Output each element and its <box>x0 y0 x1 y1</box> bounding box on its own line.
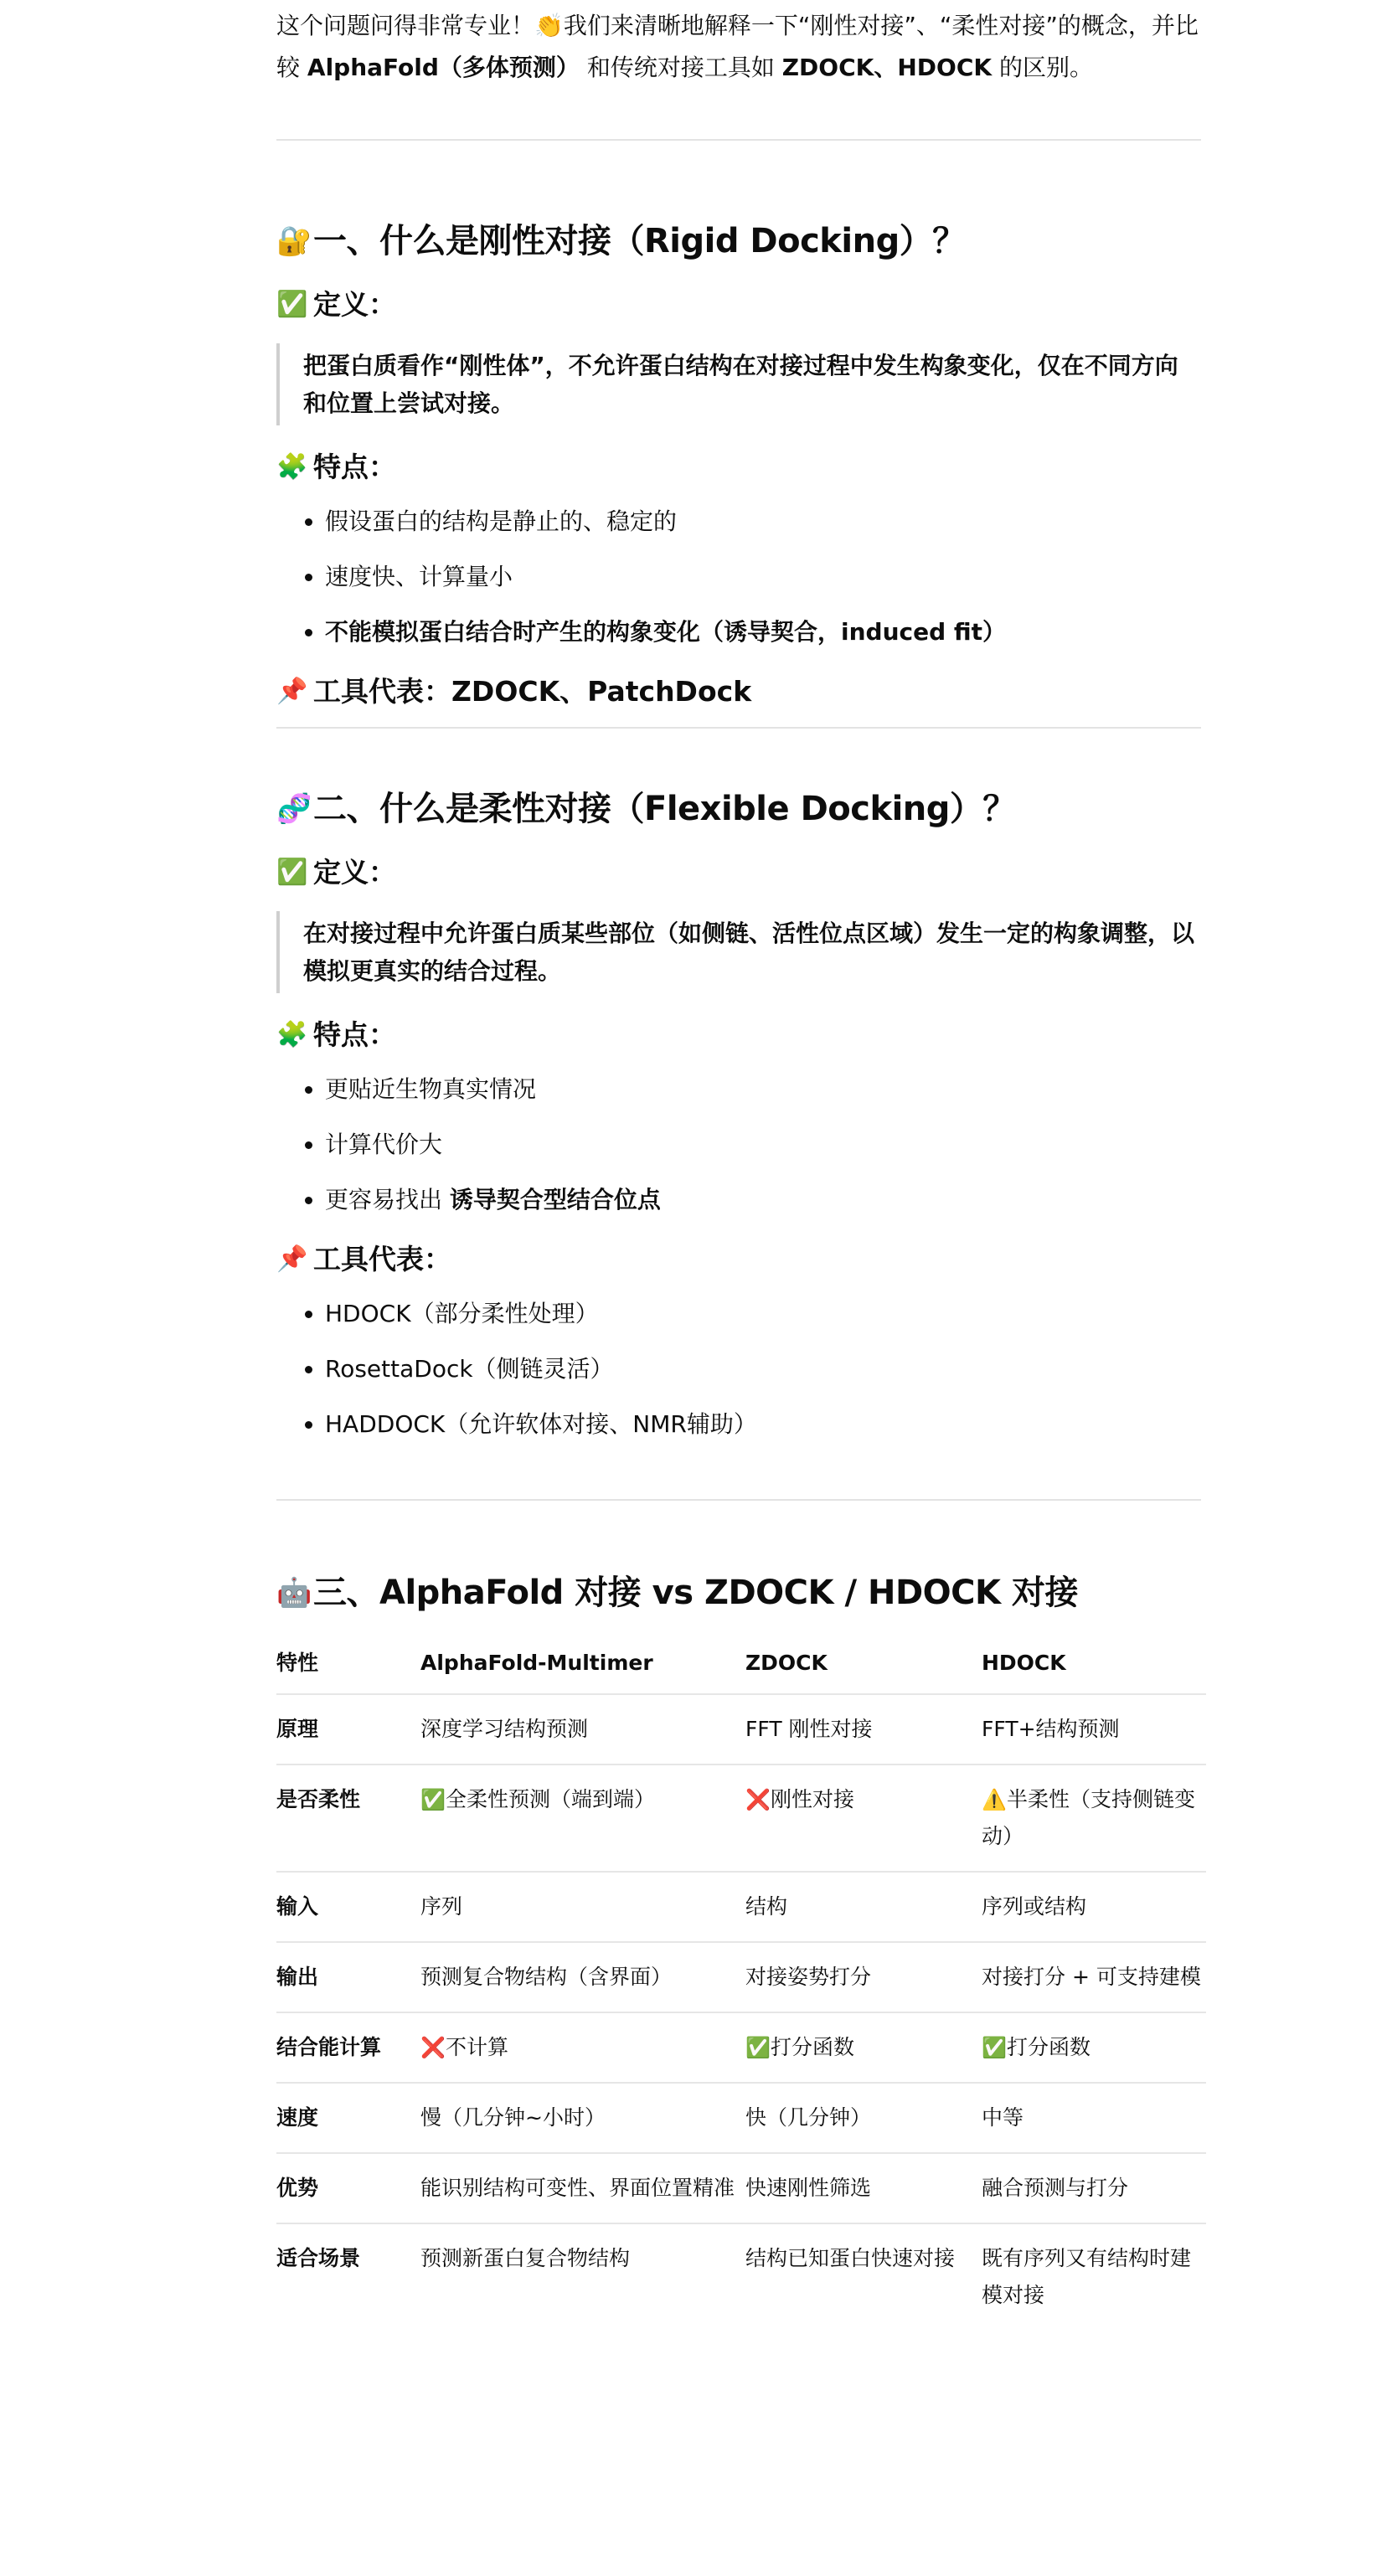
table-row-key: 原理 <box>276 1694 420 1765</box>
table-cell-text: 半柔性（支持侧链变动） <box>982 1787 1196 1848</box>
table-row-key: 适合场景 <box>276 2246 361 2270</box>
check-mark-icon: ✅ <box>276 858 308 887</box>
table-row <box>276 2223 1206 2330</box>
section1-tools-heading <box>276 672 1201 712</box>
intro-separator: 、 <box>874 54 898 81</box>
features-label: 特点： <box>313 451 396 483</box>
table-cell-text: 打分函数 <box>771 2035 855 2059</box>
clapping-hands-icon: 👏 <box>534 12 564 39</box>
table-cell <box>420 1694 745 1765</box>
table-row <box>276 2083 1206 2153</box>
table-cell <box>745 2012 982 2083</box>
section2-title: 二、什么是柔性对接（Flexible Docking）？ <box>313 790 1016 828</box>
table-cell <box>982 1765 1206 1872</box>
intro-text: 这个问题问得非常专业！ <box>276 12 535 39</box>
table-header-cell: HDOCK <box>982 1633 1206 1694</box>
table-cell <box>745 1765 982 1872</box>
list-item: • 计算代价大 <box>325 1127 1201 1162</box>
table-cell <box>745 1942 982 2012</box>
tools-label: 工具代表： <box>313 675 451 708</box>
table-cell-text: 对接打分 + 可支持建模 <box>982 1965 1201 1989</box>
intro-bold-alphafold: AlphaFold（多体预测） <box>307 54 580 81</box>
intro-text: 和传统对接工具如 <box>579 54 782 81</box>
table-cell <box>982 1872 1206 1942</box>
table-cell <box>420 1765 745 1872</box>
table-cell-text: 结构 <box>745 1894 788 1919</box>
table-cell-text: 深度学习结构预测 <box>420 1717 589 1741</box>
table-cell-text: 预测复合物结构（含界面） <box>420 1965 673 1989</box>
puzzle-piece-icon: 🧩 <box>276 452 308 482</box>
table-cell <box>420 2083 745 2153</box>
intro-bold-zdock: ZDOCK <box>781 54 874 81</box>
section3-heading <box>276 1568 1201 1618</box>
table-cell <box>745 2223 982 2330</box>
table-cell <box>420 1942 745 2012</box>
intro-text: 我们来清晰地解释一下“刚性对接”、“柔性对接”的概念，并比较 <box>276 12 1199 81</box>
section2-definition-quote: 在对接过程中允许蛋白质某些部位（如侧链、活性位点区域）发生一定的构象调整，以模拟更真实的结合过程。 <box>276 911 1201 993</box>
table-cell-text: 快（几分钟） <box>745 2105 872 2130</box>
table-row-key: 输出 <box>276 1942 420 2012</box>
table-cell-text: FFT+结构预测 <box>982 1717 1120 1741</box>
table-cell-text: 打分函数 <box>1007 2035 1091 2059</box>
table-row <box>276 2012 1206 2083</box>
section2-tools-list <box>276 1296 1201 1442</box>
table-cell <box>982 2083 1206 2153</box>
list-item: • 更贴近生物真实情况 <box>325 1072 1201 1107</box>
table-row-key: 是否柔性 <box>276 1765 420 1872</box>
pushpin-icon: 📌 <box>276 1244 308 1274</box>
section1-definition-heading <box>276 285 1201 325</box>
table-cell-text: 刚性对接 <box>771 1787 855 1811</box>
list-item <box>325 1182 1201 1218</box>
section1-title: 一、什么是刚性对接（Rigid Docking）？ <box>313 222 966 260</box>
list-item: • HADDOCK（允许软体对接、NMR辅助） <box>325 1407 1201 1442</box>
table-cell <box>420 2153 745 2223</box>
lock-key-icon: 🔐 <box>276 224 312 258</box>
check-mark-icon: ✅ <box>276 290 308 319</box>
robot-icon: 🤖 <box>276 1576 312 1610</box>
table-cell-text: 能识别结构可变性、界面位置精准 <box>420 2176 735 2200</box>
cross-mark-icon: ❌ <box>745 1788 771 1811</box>
list-item-bold: 诱导契合型结合位点 <box>449 1186 661 1213</box>
list-item: • 不能模拟蛋白结合时产生的构象变化（诱导契合，induced fit） <box>325 615 1201 650</box>
table-cell <box>982 2012 1206 2083</box>
table-cell-text: 慢（几分钟~小时） <box>420 2105 606 2130</box>
puzzle-piece-icon: 🧩 <box>276 1020 308 1049</box>
table-row <box>276 1694 1206 1765</box>
table-cell-text: 快速刚性筛选 <box>745 2176 872 2200</box>
table-row-key: 优势 <box>276 2153 420 2223</box>
section1-heading <box>276 216 1201 266</box>
dna-icon: 🧬 <box>276 792 312 826</box>
cross-mark-icon: ❌ <box>420 2036 446 2059</box>
comparison-table <box>276 1633 1206 2330</box>
intro-bold-hdock: HDOCK <box>897 54 993 81</box>
table-row-key: 输入 <box>276 1872 420 1942</box>
pushpin-icon: 📌 <box>276 677 308 706</box>
table-cell <box>982 1694 1206 1765</box>
table-cell <box>745 2083 982 2153</box>
table-cell-text: 对接姿势打分 <box>745 1965 872 1989</box>
section1-features-list <box>276 504 1201 650</box>
table-row <box>276 1942 1206 2012</box>
table-cell-text: 序列或结构 <box>982 1894 1087 1919</box>
table-row <box>276 1765 1206 1872</box>
features-label: 特点： <box>313 1018 396 1051</box>
table-cell <box>982 2153 1206 2223</box>
section2-tools-heading <box>276 1239 1201 1280</box>
section2-features-heading <box>276 1015 1201 1055</box>
table-cell-text: 中等 <box>982 2105 1024 2130</box>
table-cell-text: 全柔性预测（端到端） <box>446 1787 656 1811</box>
table-row-key: 速度 <box>276 2083 420 2153</box>
table-cell <box>982 1942 1206 2012</box>
intro-paragraph <box>276 5 1201 89</box>
table-cell-text: 结构已知蛋白快速对接 <box>745 2246 956 2270</box>
check-mark-icon: ✅ <box>745 2036 771 2059</box>
table-cell-text: 序列 <box>420 1894 463 1919</box>
section3-title: 三、AlphaFold 对接 vs ZDOCK / HDOCK 对接 <box>313 1574 1078 1612</box>
table-cell-text: 融合预测与打分 <box>982 2176 1129 2200</box>
table-cell-text: 预测新蛋白复合物结构 <box>420 2246 631 2270</box>
list-item: • 速度快、计算量小 <box>325 559 1201 595</box>
intro-text: 的区别。 <box>992 54 1093 81</box>
table-cell <box>420 1872 745 1942</box>
list-item-text: 更容易找出 <box>325 1186 450 1213</box>
list-item: • 假设蛋白的结构是静止的、稳定的 <box>325 504 1201 539</box>
section1-definition-quote: 把蛋白质看作“刚性体”，不允许蛋白结构在对接过程中发生构象变化，仅在不同方向和位置上尝试对接。 <box>276 343 1201 425</box>
table-cell <box>420 2012 745 2083</box>
table-cell-text: 不计算 <box>446 2035 509 2059</box>
check-mark-icon: ✅ <box>982 2036 1007 2059</box>
table-cell <box>745 1872 982 1942</box>
table-cell-text: 既有序列又有结构时建模对接 <box>982 2246 1192 2307</box>
section2-heading <box>276 784 1201 834</box>
section1-features-heading <box>276 447 1201 487</box>
list-item: • RosettaDock（侧链灵活） <box>325 1352 1201 1387</box>
table-row <box>276 1872 1206 1942</box>
tools-label: 工具代表： <box>313 1243 451 1275</box>
table-cell <box>982 2223 1206 2330</box>
section2-features-list <box>276 1072 1201 1218</box>
table-header-cell: ZDOCK <box>745 1633 982 1694</box>
list-item: • HDOCK（部分柔性处理） <box>325 1296 1201 1332</box>
table-header-cell: 特性 <box>276 1633 420 1694</box>
definition-label: 定义： <box>313 288 396 321</box>
table-row-key: 结合能计算 <box>276 2012 420 2083</box>
warning-icon: ⚠️ <box>982 1788 1007 1811</box>
table-header-row <box>276 1633 1206 1694</box>
section2-definition-heading <box>276 853 1201 893</box>
table-row <box>276 2153 1206 2223</box>
check-mark-icon: ✅ <box>420 1788 446 1811</box>
table-header-cell: AlphaFold-Multimer <box>420 1633 745 1694</box>
chat-response <box>276 0 1201 2330</box>
definition-label: 定义： <box>313 856 396 889</box>
tools-text: ZDOCK、PatchDock <box>451 675 752 708</box>
table-cell <box>745 1694 982 1765</box>
table-cell <box>745 2153 982 2223</box>
table-cell <box>420 2223 745 2330</box>
table-cell-text: FFT 刚性对接 <box>745 1717 873 1741</box>
